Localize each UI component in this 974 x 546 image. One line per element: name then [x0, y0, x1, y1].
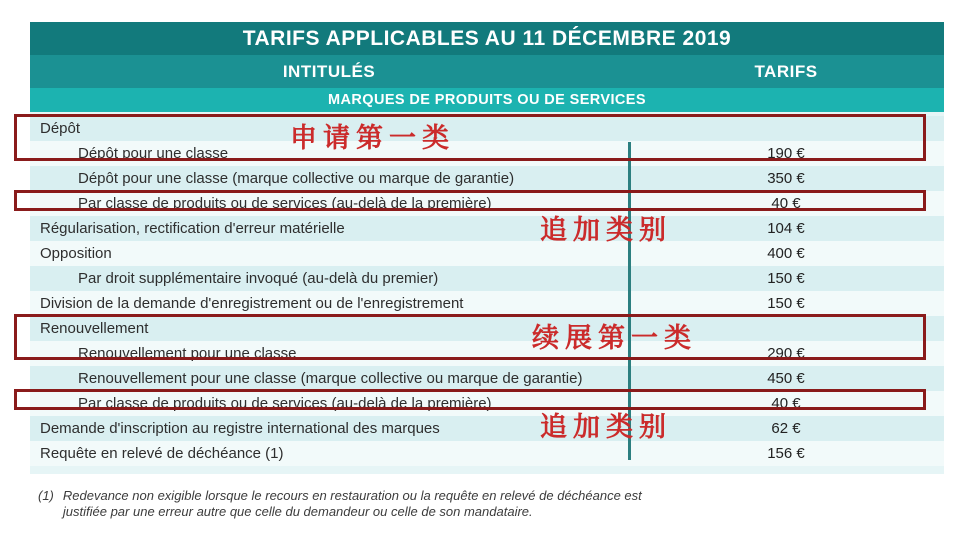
row-label: Par classe de produits ou de services (au-delà de la première) [78, 195, 492, 212]
table-row [30, 241, 944, 266]
row-label: Par classe de produits ou de services (au-delà de la première) [78, 395, 492, 412]
row-label: Par droit supplémentaire invoqué (au-delà du premier) [78, 270, 439, 287]
row-label: Dépôt pour une classe (marque collective ou marque de garantie) [78, 170, 515, 187]
row-label: Opposition [40, 245, 112, 262]
table-row [30, 366, 944, 391]
row-tarif: 62 € [771, 420, 801, 437]
row-label: Renouvellement pour une classe [78, 345, 297, 362]
row-label: Renouvellement [40, 320, 149, 337]
table-row [30, 166, 944, 191]
annotation-box-par-classe-renouvellement [14, 389, 926, 410]
row-tarif: 150 € [767, 295, 805, 312]
table-row [30, 416, 944, 441]
column-header-row [30, 55, 944, 88]
table-row [30, 441, 944, 466]
row-label: Requête en relevé de déchéance (1) [40, 445, 284, 462]
annotation-box-par-classe-depot [14, 190, 926, 211]
row-label: Demande d'inscription au registre international des marques [40, 420, 440, 437]
row-tarif: 350 € [767, 170, 805, 187]
row-tarif: 156 € [767, 445, 805, 462]
row-tarif: 150 € [767, 270, 805, 287]
row-label: Renouvellement pour une classe (marque collective ou marque de garantie) [78, 370, 583, 387]
table-row [30, 266, 944, 291]
annotation-text-application-first-class: 申请第一类 [290, 123, 455, 153]
footnote-text: Redevance non exigible lorsque le recours en restauration ou la requête en relevé de déchéance est justifiée par une erreur autre que celle du demandeur ou celle de son mandataire. [62, 488, 642, 519]
table-title: TARIFS APPLICABLES AU 11 DÉCEMBRE 2019 [30, 22, 944, 55]
row-tarif: 104 € [767, 220, 805, 237]
table-row [30, 291, 944, 316]
row-tarif: 450 € [767, 370, 805, 387]
row-label: Régularisation, rectification d'erreur matérielle [40, 220, 345, 237]
annotation-text-renewal-first-class: 续展第一类 [532, 323, 697, 353]
row-label: Dépôt [40, 120, 81, 137]
section-header: MARQUES DE PRODUITS OU DE SERVICES [30, 88, 944, 112]
row-tarif: 190 € [767, 145, 805, 162]
annotation-box-renouvellement [14, 314, 926, 360]
table-row [30, 216, 944, 241]
row-tarif: 40 € [771, 395, 801, 412]
footnote-marker: (1) [38, 488, 54, 503]
row-label: Dépôt pour une classe [78, 145, 229, 162]
footnote [38, 488, 658, 520]
row-tarif: 40 € [771, 195, 801, 212]
row-tarif: 400 € [767, 245, 805, 262]
annotation-text-additional-class-1: 追加类别 [540, 215, 672, 245]
annotation-box-depot [14, 114, 926, 161]
table-body [30, 112, 944, 474]
column-header-intitules: INTITULÉS [282, 62, 376, 81]
row-label: Division de la demande d'enregistrement ou de l'enregistrement [40, 295, 464, 312]
annotation-text-additional-class-2: 追加类别 [540, 412, 672, 442]
column-header-tarifs: TARIFS [754, 62, 818, 81]
row-tarif: 290 € [767, 345, 805, 362]
